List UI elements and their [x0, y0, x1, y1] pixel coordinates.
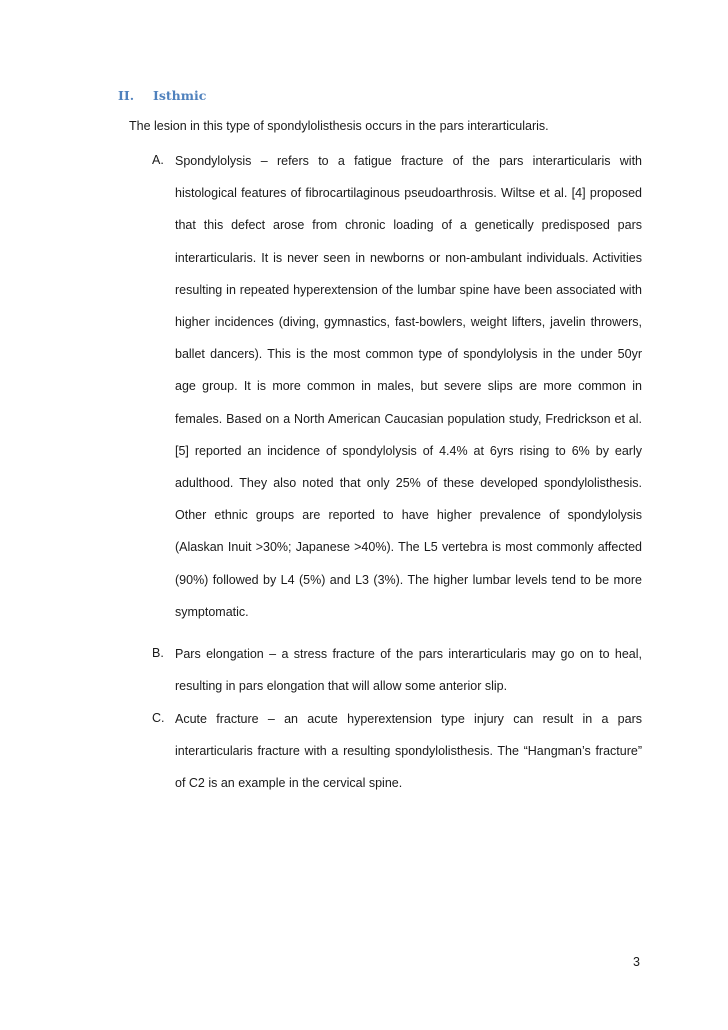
list-item-text: Acute fracture – an acute hyperextension type injury can result in a pars interarticularis fracture with a resulting spondylolisthesis. The “Hangman’s fracture” of C2 is an example in the cervical spine.	[175, 712, 642, 791]
list-marker: C.	[152, 711, 165, 725]
list-marker: A.	[152, 153, 164, 167]
list-item-c	[152, 711, 642, 800]
list-item-a	[152, 153, 642, 628]
list-item-text: Spondylolysis – refers to a fatigue fracture of the pars interarticularis with histological features of fibrocartilaginous pseudoarthrosis. Wiltse et al. [4] proposed that this defect arose from chronic loading of a genetically predisposed pars interarticularis. It is never seen in newborns or non-ambulant individuals. Activities resulting in repeated hyperextension of the lumbar spine have been associated with higher incidences (diving, gymnastics, fast-bowlers, weight lifters, javelin throwers, ballet dancers). This is the most common type of spondylolysis in the under 50yr age group. It is more common in males, but severe slips are more common in females. Based on a North American Caucasian population study, Fredrickson et al. [5] reported an incidence of spondylolysis of 4.4% at 6yrs rising to 6% by early adulthood. They also noted that only 25% of these developed spondylolisthesis. Other ethnic groups are reported to have higher prevalence of spondylolysis (Alaskan Inuit >30%; Japanese >40%). The L5 vertebra is most commonly affected (90%) followed by L4 (5%) and L3 (3%). The higher lumbar levels tend to be more symptomatic.	[175, 154, 642, 619]
list-item-b	[152, 646, 642, 702]
list-item-text: Pars elongation – a stress fracture of the pars interarticularis may go on to heal, resulting in pars elongation that will allow some anterior slip.	[175, 647, 642, 694]
section-number: II.	[118, 88, 135, 103]
section-title: Isthmic	[153, 88, 207, 103]
list-marker: B.	[152, 646, 164, 660]
page-number: 3	[633, 955, 640, 969]
intro-paragraph: The lesion in this type of spondylolisthesis occurs in the pars interarticularis.	[129, 119, 549, 133]
section-heading	[118, 88, 206, 103]
